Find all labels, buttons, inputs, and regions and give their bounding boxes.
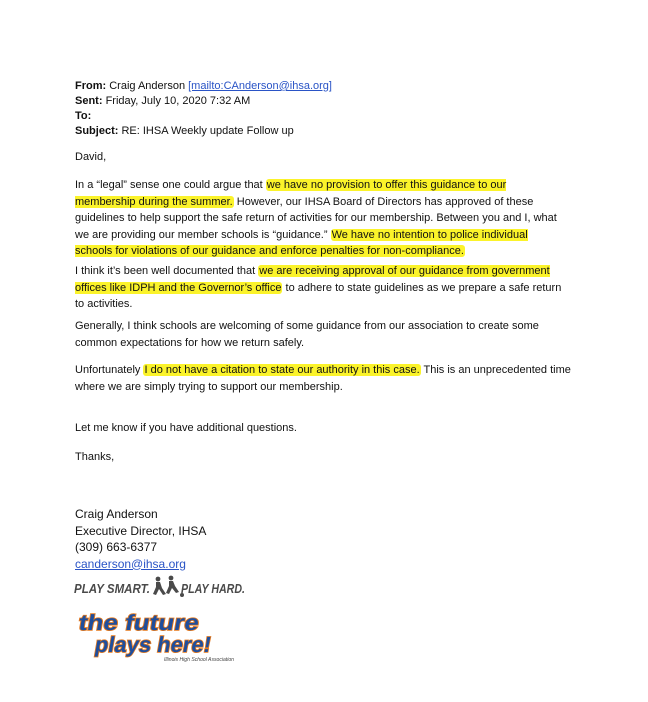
highlighted-text: We have no intention to police individual schools for violations of our guidance and enforce penalties for non-compliance. — [75, 228, 528, 258]
signature-name: Craig Anderson — [75, 507, 158, 521]
highlighted-text: I do not have a citation to state our authority in this case. — [144, 364, 420, 376]
highlighted-text: we are receiving approval of our guidance from government offices like IDPH and the Governor’s office — [75, 265, 550, 294]
text-run: to adhere to state guidelines as we prepare a safe return to activities. — [75, 281, 562, 311]
paragraph-1 — [75, 177, 567, 260]
signature-title: Executive Director, IHSA — [75, 523, 207, 538]
paragraph-4 — [75, 362, 575, 395]
future-line-1: the future — [76, 610, 183, 635]
athletes-silhouette-icon — [153, 576, 184, 597]
greeting: David, — [75, 151, 107, 163]
paragraph-3: Generally, I think schools are welcoming of some guidance from our association to create some common expectations for how we return safely. — [75, 320, 539, 349]
to-label: To: — [75, 110, 92, 122]
text-run: In a “legal” sense one could argue that — [75, 179, 266, 191]
paragraph-5: Let me know if you have additional questions. — [75, 422, 297, 434]
from-label: From: — [75, 80, 107, 92]
text-run: Unfortunately — [75, 364, 144, 376]
association-caption: Illinois High School Association — [164, 657, 235, 663]
from-line — [75, 78, 332, 94]
play-hard-text: PLAY HARD. — [181, 581, 245, 596]
signature-email-link[interactable]: canderson@ihsa.org — [75, 556, 186, 571]
subject-value: RE: IHSA Weekly update Follow up — [121, 125, 294, 137]
sent-label: Sent: — [75, 95, 103, 107]
signature-phone: (309) 663-6377 — [75, 540, 158, 554]
sent-value: Friday, July 10, 2020 7:32 AM — [105, 95, 251, 107]
subject-label: Subject: — [75, 125, 119, 137]
sent-line — [75, 93, 250, 109]
text-run: This is an unprecedented time where we are simply trying to support our membership. — [75, 364, 571, 393]
text-run: However, our IHSA Board of Directors has approved of these guidelines to help support the safe return of activities for our membership. Between you and I, what we are providing our member schools is “guidance.” — [75, 195, 557, 241]
play-smart-text: PLAY SMART. — [74, 581, 150, 596]
subject-line — [75, 123, 294, 139]
closing: Thanks, — [75, 451, 115, 463]
future-line-2: plays here! — [93, 632, 214, 657]
paragraph-2 — [75, 263, 567, 313]
from-mailto-link[interactable]: [mailto:CAnderson@ihsa.org] — [188, 80, 332, 92]
from-name: Craig Anderson — [109, 80, 186, 92]
highlighted-text: we have no provision to offer this guidance to our membership during the summer. — [75, 179, 507, 208]
the-future-plays-here-logo — [72, 606, 242, 664]
text-run: I think it’s been well documented that — [75, 265, 259, 277]
play-smart-play-hard-logo — [74, 574, 249, 600]
signature-block — [75, 506, 206, 572]
to-line — [75, 108, 91, 124]
